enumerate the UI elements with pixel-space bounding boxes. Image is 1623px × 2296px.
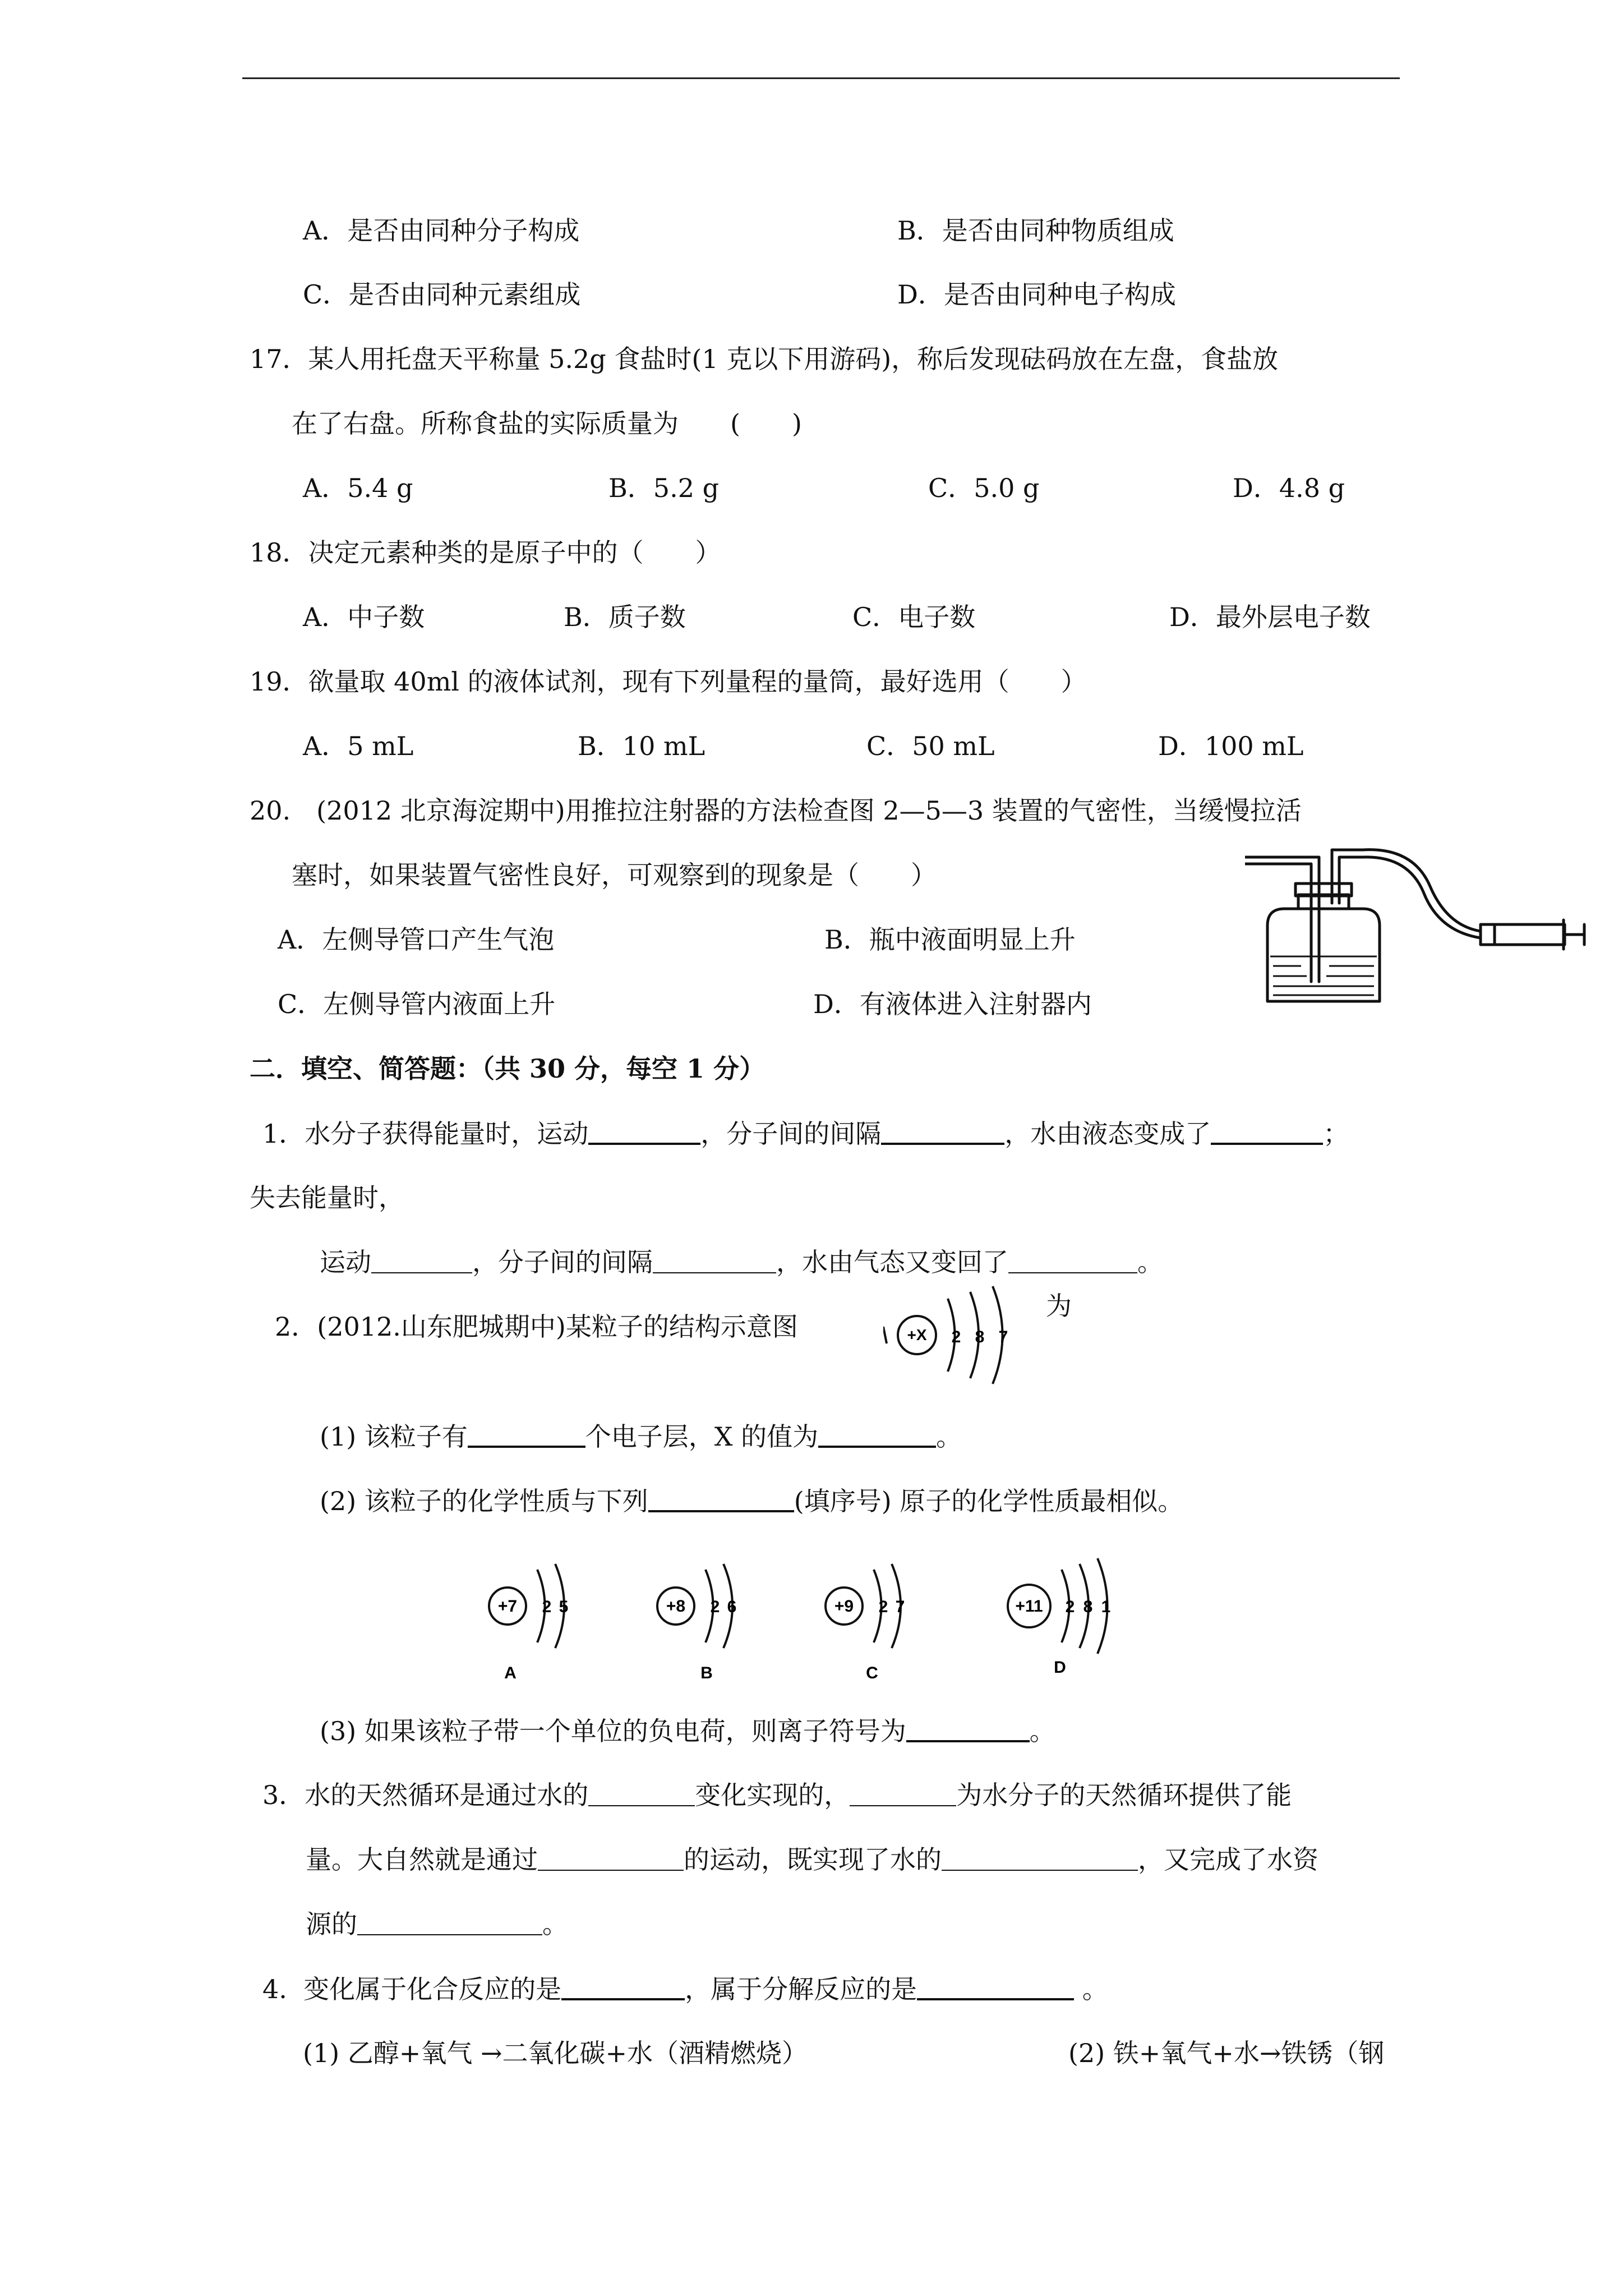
answer-blank[interactable]	[371, 1250, 472, 1273]
reaction-2: (2) 铁+氧气+水→铁锈（钢	[1068, 2038, 1385, 2068]
option-a-nucleus: +7	[497, 1597, 518, 1616]
q16-option-c: C．是否由同种元素组成	[303, 279, 581, 310]
option-d-shell: 8	[1083, 1598, 1093, 1616]
option-b-label: B	[700, 1664, 713, 1682]
reaction-1: (1) 乙醇+氧气 →二氧化碳+水（酒精燃烧）	[303, 2038, 808, 2068]
q17-stem-line2: 在了右盘。所称食盐的实际质量为 ( )	[292, 408, 802, 439]
fill-3-line2: 量。大自然就是通过 的运动，既实现了水的 ，又完成了水资	[306, 1844, 1318, 1875]
option-c-nucleus: +9	[834, 1597, 854, 1616]
fill-2-sub1: (1) 该粒子有 个电子层，X 的值为 。	[320, 1421, 962, 1452]
q16-option-d: D．是否由同种电子构成	[897, 279, 1176, 310]
shell-count: 8	[975, 1328, 985, 1346]
fill-1-line3: 运动 ，分子间的间隔 ，水由气态又变回了 。	[320, 1247, 1163, 1277]
fill-2-sub3: (3) 如果该粒子带一个单位的负电荷，则离子符号为 。	[320, 1716, 1055, 1746]
q18-option-d: D．最外层电子数	[1169, 602, 1371, 632]
nucleus-charge: +X	[907, 1326, 927, 1343]
particle-structure-diagram	[883, 1282, 1035, 1388]
header-rule	[242, 77, 1400, 79]
airtightness-apparatus-figure	[1245, 841, 1593, 1010]
fill-1-line2: 失去能量时，	[250, 1182, 404, 1213]
q19-option-d: D．100 mL	[1158, 731, 1304, 761]
option-b-shell: 2	[710, 1598, 720, 1616]
answer-blank[interactable]	[653, 1250, 776, 1273]
q20-option-d: D．有液体进入注射器内	[813, 989, 1092, 1019]
q17-option-c: C．5.0 g	[928, 473, 1040, 503]
fill-3-line3: 源的 。	[306, 1909, 568, 1939]
answer-blank[interactable]	[588, 1783, 695, 1806]
shell-count: 2	[951, 1328, 961, 1346]
q16-option-a: A．是否由同种分子构成	[303, 215, 580, 246]
q18-stem: 18．决定元素种类的是原子中的（ ）	[250, 537, 721, 568]
answer-blank[interactable]	[468, 1423, 585, 1448]
fill-2-stem-suffix: 为	[1046, 1291, 1072, 1321]
q17-stem-line1: 17．某人用托盘天平称量 5.2g 食盐时(1 克以下用游码)，称后发现砝码放在左盘，食盐放	[250, 344, 1279, 374]
answer-blank[interactable]	[917, 1976, 1074, 2000]
q16-option-b: B．是否由同种物质组成	[897, 215, 1174, 246]
answer-blank[interactable]	[942, 1847, 1138, 1871]
q20-stem-line2: 塞时，如果装置气密性良好，可观察到的现象是（ ）	[292, 860, 937, 890]
q20-option-c: C．左侧导管内液面上升	[278, 989, 556, 1019]
q18-option-b: B．质子数	[564, 602, 686, 632]
answer-blank[interactable]	[1211, 1120, 1323, 1145]
answer-blank[interactable]	[881, 1120, 1004, 1145]
section-2-heading: 二．填空、简答题：（共 30 分，每空 1 分）	[250, 1053, 766, 1084]
q19-option-c: C．50 mL	[866, 731, 995, 761]
option-d-shell: 2	[1065, 1598, 1075, 1616]
answer-blank[interactable]	[850, 1783, 956, 1806]
option-d-nucleus: +11	[1015, 1597, 1043, 1616]
answer-blank[interactable]	[1008, 1250, 1137, 1273]
option-a-label: A	[504, 1664, 517, 1682]
q19-option-b: B．10 mL	[578, 731, 706, 761]
answer-blank[interactable]	[357, 1912, 542, 1935]
answer-blank[interactable]	[906, 1718, 1030, 1742]
option-c-label: C	[866, 1664, 878, 1682]
q18-option-a: A．中子数	[303, 602, 425, 632]
fill-4-line1: 4. 变化属于化合反应的是 ，属于分解反应的是 。	[262, 1974, 1108, 2004]
q17-option-d: D．4.8 g	[1233, 473, 1345, 503]
q17-option-b: B．5.2 g	[608, 473, 720, 503]
fill-2-stem: 2．(2012.山东肥城期中)某粒子的结构示意图	[275, 1312, 798, 1342]
option-a-shell: 2	[542, 1598, 552, 1616]
q20-stem-line1: 20. (2012 北京海淀期中)用推拉注射器的方法检查图 2—5—3 装置的气密性，当缓慢拉活	[250, 795, 1302, 826]
option-c-shell: 7	[895, 1598, 905, 1616]
answer-blank[interactable]	[588, 1120, 700, 1145]
option-b-shell: 6	[727, 1598, 737, 1616]
q17-option-a: A．5.4 g	[303, 473, 413, 503]
option-d-label: D	[1054, 1658, 1066, 1677]
q20-option-a: A．左侧导管口产生气泡	[278, 924, 555, 955]
answer-blank[interactable]	[538, 1847, 684, 1871]
option-c-shell: 2	[878, 1598, 888, 1616]
q19-option-a: A．5 mL	[303, 731, 414, 761]
answer-blank[interactable]	[818, 1423, 936, 1448]
answer-blank[interactable]	[561, 1976, 685, 2000]
q18-option-c: C．电子数	[852, 602, 976, 632]
fill-1-line1: 1．水分子获得能量时，运动 ，分子间的间隔 ，水由液态变成了 ；	[262, 1119, 1349, 1149]
shell-count: 7	[998, 1328, 1008, 1346]
q20-option-b: B．瓶中液面明显上升	[824, 924, 1076, 955]
answer-blank[interactable]	[648, 1488, 794, 1512]
atom-options-diagram	[471, 1548, 1144, 1683]
fill-2-sub2: (2) 该粒子的化学性质与下列 (填序号) 原子的化学性质最相似。	[320, 1486, 1184, 1516]
fill-3-line1: 3．水的天然循环是通过水的 变化实现的， 为水分子的天然循环提供了能	[262, 1780, 1292, 1810]
option-d-shell: 1	[1101, 1598, 1111, 1616]
q19-stem: 19．欲量取 40ml 的液体试剂，现有下列量程的量筒，最好选用（ ）	[250, 666, 1087, 697]
option-b-nucleus: +8	[666, 1597, 686, 1616]
option-a-shell: 5	[559, 1598, 569, 1616]
